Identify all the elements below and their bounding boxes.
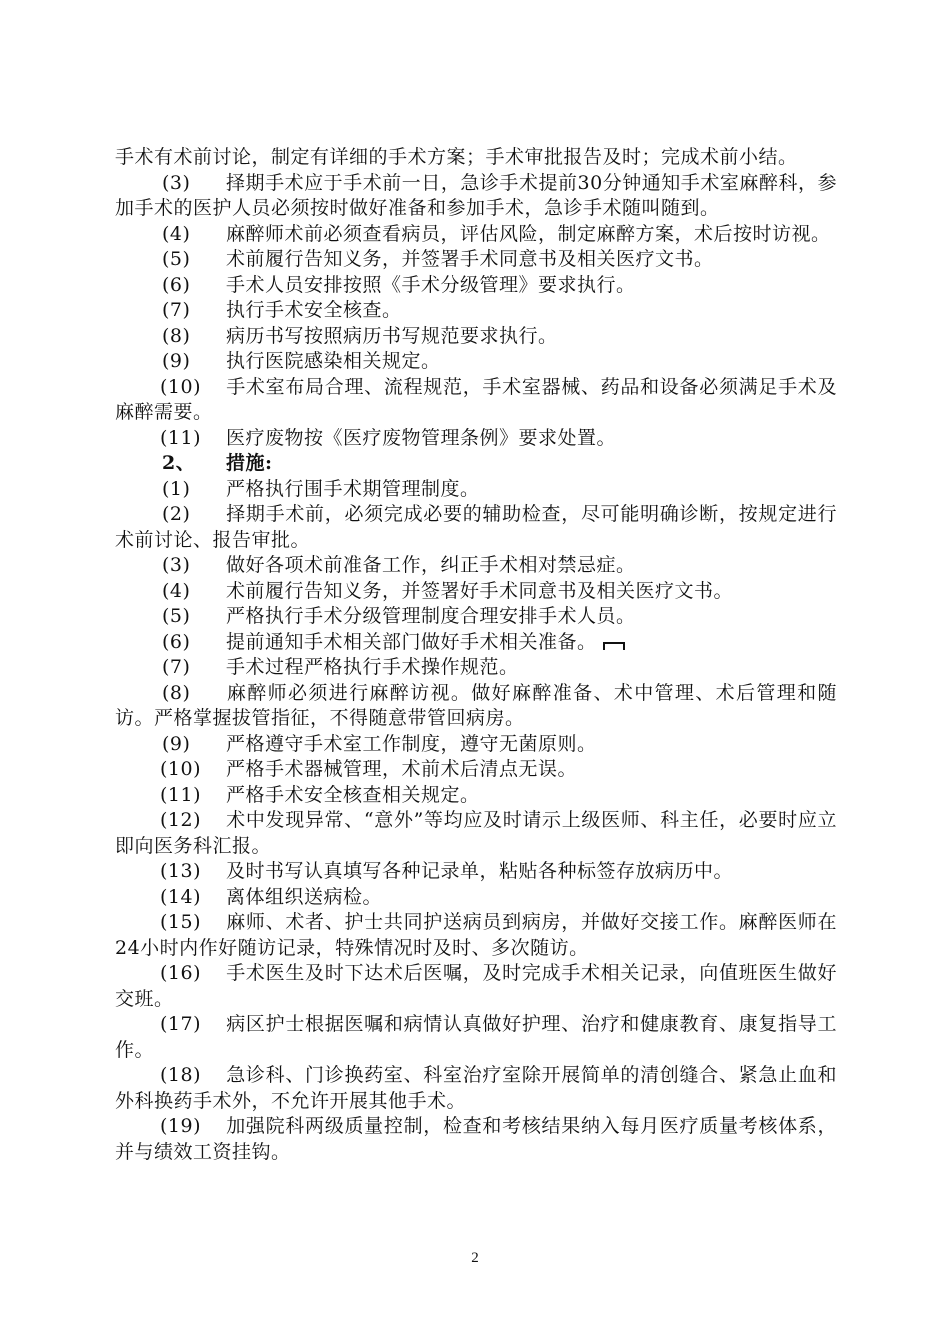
list-item: [115, 732, 837, 758]
measures-list: [115, 477, 837, 1166]
item-number: (6): [162, 273, 191, 296]
item-text: 麻醉师术前必须查看病员，评估风险，制定麻醉方案，术后按时访视。: [226, 222, 831, 245]
item-text: 严格执行围手术期管理制度。: [226, 477, 480, 500]
item-number: (16): [160, 962, 202, 984]
item-number: (3): [162, 554, 191, 576]
item-text: 加强院科两级质量控制，检查和考核结果纳入每月医疗质量考核体系，并与绩效工资挂钩。: [115, 1115, 837, 1163]
list-item: [115, 885, 837, 911]
item-number: (8): [162, 324, 191, 347]
item-text: 离体组织送病检。: [226, 885, 383, 908]
item-number: (10): [160, 375, 202, 398]
document-body: [115, 145, 837, 1165]
item-text: 择期手术应于手术前一日，急诊手术提前30分钟通知手术室麻醉科，参加手术的医护人员必须按时做好准备和参加手术，急诊手术随叫随到。: [115, 171, 837, 219]
list-item: [115, 349, 837, 375]
section-heading: [115, 451, 837, 477]
list-item: [115, 502, 837, 553]
item-number: (4): [162, 579, 191, 602]
item-number: (3): [162, 171, 191, 194]
item-text: 医疗废物按《医疗废物管理条例》要求处置。: [226, 426, 617, 449]
list-item: [115, 298, 837, 324]
item-number: (5): [162, 248, 191, 270]
section-title: 措施:: [226, 452, 273, 474]
item-text: 手术医生及时下达术后医嘱，及时完成手术相关记录，向值班医生做好交班。: [115, 962, 837, 1010]
item-text: 术前履行告知义务，并签署好手术同意书及相关医疗文书。: [226, 579, 734, 602]
item-text: 做好各项术前准备工作，纠正手术相对禁忌症。: [226, 554, 636, 576]
list-item: [115, 859, 837, 885]
list-item: [115, 273, 837, 299]
item-text: 病区护士根据医嘱和病情认真做好护理、治疗和健康教育、康复指导工作。: [115, 1013, 837, 1061]
page-number: 2: [471, 1250, 479, 1266]
item-text: 手术过程严格执行手术操作规范。: [226, 656, 519, 678]
list-item: [115, 426, 837, 452]
item-text: 麻师、术者、护士共同护送病员到病房，并做好交接工作。麻醉医师在24小时内作好随访记录，特殊情况时及时、多次随访。: [115, 911, 837, 959]
list-item: [115, 1012, 837, 1063]
item-text: 手术室布局合理、流程规范，手术室器械、药品和设备必须满足手术及麻醉需要。: [115, 375, 837, 423]
item-number: (12): [160, 809, 202, 831]
item-text: 手术人员安排按照《手术分级管理》要求执行。: [226, 273, 636, 296]
list-item: [115, 630, 837, 656]
item-text: 及时书写认真填写各种记录单，粘贴各种标签存放病历中。: [226, 860, 734, 882]
list-item: [115, 655, 837, 681]
item-number: (6): [162, 630, 191, 653]
item-number: (11): [160, 426, 202, 449]
intro-paragraph: 手术有术前讨论，制定有详细的手术方案；手术审批报告及时；完成术前小结。: [115, 146, 798, 168]
list-item: [115, 910, 837, 961]
list-item: [115, 681, 837, 732]
list-item: [115, 808, 837, 859]
item-number: (5): [162, 605, 191, 627]
item-text: 执行手术安全核查。: [226, 299, 402, 321]
requirements-list: [115, 171, 837, 452]
item-text: 严格手术安全核查相关规定。: [226, 783, 480, 806]
item-number: (10): [160, 758, 202, 780]
item-text: 严格手术器械管理，术前术后清点无误。: [226, 758, 578, 780]
list-item: [115, 477, 837, 503]
item-number: (13): [160, 860, 202, 882]
item-text: 严格执行手术分级管理制度合理安排手术人员。: [226, 605, 636, 627]
item-number: (2): [162, 503, 191, 525]
item-text: 急诊科、门诊换药室、科室治疗室除开展简单的清创缝合、紧急止血和外科换药手术外，不允许开展其他手术。: [115, 1064, 837, 1112]
bracket-mark-icon: [603, 642, 625, 650]
list-item: [115, 579, 837, 605]
list-item: [115, 222, 837, 248]
list-item: [115, 757, 837, 783]
list-item: [115, 324, 837, 350]
item-number: (9): [162, 732, 191, 755]
item-text: 提前通知手术相关部门做好手术相关准备。: [226, 630, 597, 653]
list-item: [115, 553, 837, 579]
list-item: [115, 247, 837, 273]
item-number: (14): [160, 885, 202, 908]
item-text: 执行医院感染相关规定。: [226, 350, 441, 372]
list-item: [115, 1114, 837, 1165]
item-number: (15): [160, 911, 202, 933]
item-number: (8): [162, 681, 191, 704]
item-number: (1): [162, 477, 191, 500]
item-number: (17): [160, 1013, 202, 1035]
item-number: (4): [162, 222, 191, 245]
item-number: (7): [162, 299, 191, 321]
item-text: 术中发现异常、“意外”等均应及时请示上级医师、科主任，必要时应立即向医务科汇报。: [115, 809, 837, 857]
list-item: [115, 171, 837, 222]
item-number: (11): [160, 783, 202, 806]
item-text: 病历书写按照病历书写规范要求执行。: [226, 324, 558, 347]
item-text: 术前履行告知义务，并签署手术同意书及相关医疗文书。: [226, 248, 714, 270]
section-number: 2、: [162, 452, 196, 474]
item-number: (7): [162, 656, 191, 678]
item-number: (18): [160, 1064, 202, 1086]
item-text: 麻醉师必须进行麻醉访视。做好麻醉准备、术中管理、术后管理和随访。严格掌握拔管指征，不得随意带管回病房。: [115, 681, 837, 729]
list-item: [115, 375, 837, 426]
list-item: [115, 961, 837, 1012]
list-item: [115, 1063, 837, 1114]
item-number: (9): [162, 350, 191, 372]
list-item: [115, 783, 837, 809]
item-text: 严格遵守手术室工作制度，遵守无菌原则。: [226, 732, 597, 755]
list-item: [115, 604, 837, 630]
item-number: (19): [160, 1115, 202, 1137]
item-text: 择期手术前，必须完成必要的辅助检查，尽可能明确诊断，按规定进行术前讨论、报告审批。: [115, 503, 837, 551]
